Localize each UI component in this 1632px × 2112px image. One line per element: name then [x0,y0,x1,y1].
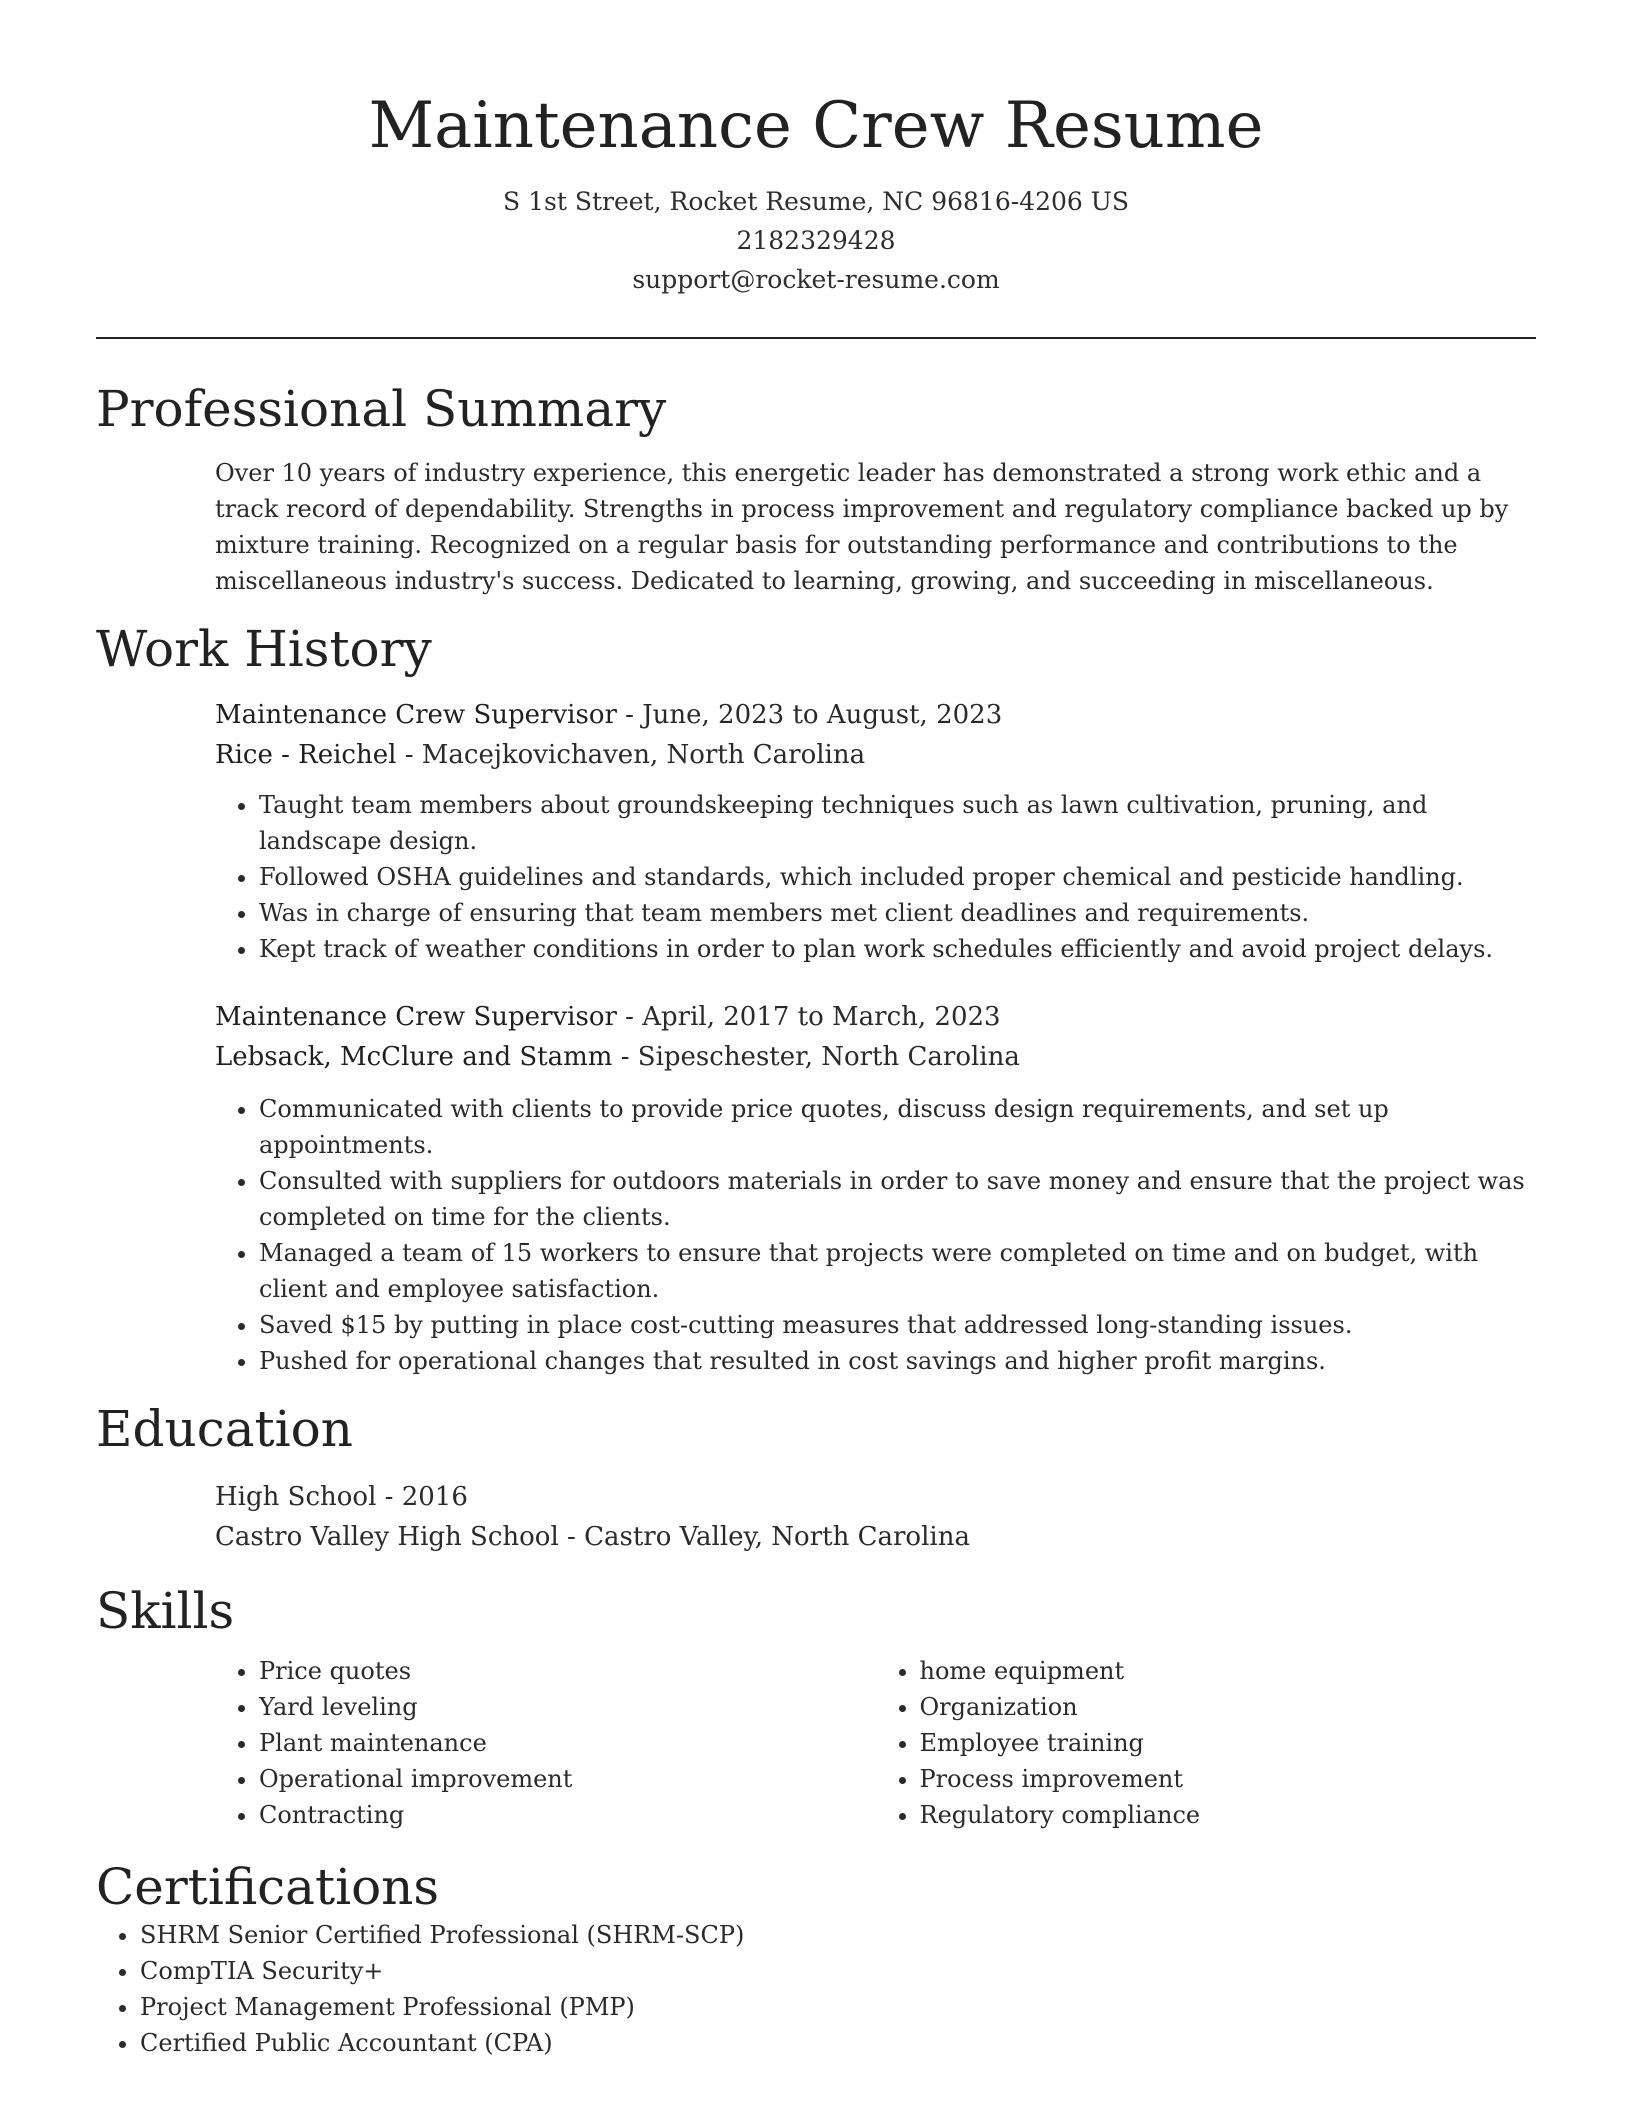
list-item: • Process improvement [920,1761,1537,1797]
resume-header [96,0,1536,299]
list-item: • Operational improvement [259,1761,876,1797]
list-item: • Employee training [920,1725,1537,1761]
list-item: • Pushed for operational changes that resulted in cost savings and higher profit margins. [259,1343,1543,1379]
certifications-list [96,1917,1536,2061]
skills-columns [215,1653,1536,1833]
resume-title: Maintenance Crew Resume [368,89,1264,163]
skills-list-left [215,1653,876,1833]
skills-list-right [876,1653,1537,1833]
work-history-section [96,619,1536,1379]
resume-page [96,0,1536,2061]
list-item: • Was in charge of ensuring that team members met client deadlines and requirements. [259,895,1537,931]
list-item: • Certified Public Accountant (CPA) [140,2025,1536,2061]
list-item: • Managed a team of 15 workers to ensure that projects were completed on time and on budget, with client and employee satisfaction. [259,1235,1543,1307]
section-title-skills: Skills [96,1582,235,1640]
education-section [96,1399,1536,1557]
section-title-certifications: Certifications [96,1858,440,1916]
section-title-work: Work History [96,620,432,678]
job-dates: - June, 2023 to August, 2023 [616,700,1003,730]
job-entry [215,997,1536,1379]
list-item: • Taught team members about groundskeeping techniques such as lawn cultivation, pruning, and landscape design. [259,787,1537,859]
job-company: Lebsack, McClure and Stamm [215,1042,613,1072]
list-item: • Kept track of weather conditions in order to plan work schedules efficiently and avoid project delays. [259,931,1537,967]
job-duties-list [215,787,1537,967]
list-item: • Communicated with clients to provide price quotes, discuss design requirements, and set up appointments. [259,1091,1543,1163]
section-title-education: Education [96,1400,353,1458]
list-item: • Organization [920,1689,1537,1725]
professional-summary-section [96,379,1536,599]
job-location: - Macejkovichaven, North Carolina [396,740,866,770]
job-title-line [215,695,1536,735]
skills-section [96,1581,1536,1833]
job-entry [215,695,1536,967]
job-position: Maintenance Crew Supervisor [215,1002,617,1032]
list-item: • CompTIA Security+ [140,1953,1536,1989]
job-position: Maintenance Crew Supervisor [215,700,617,730]
list-item: • Project Management Professional (PMP) [140,1989,1536,2025]
job-company: Rice - Reichel [215,740,397,770]
school-location: - Castro Valley, North Carolina [558,1522,970,1552]
address: S 1st Street, Rocket Resume, NC 96816-4206 US [503,187,1129,216]
list-item: • Price quotes [259,1653,876,1689]
certifications-section [96,1857,1536,2061]
email: support@rocket-resume.com [632,265,1000,294]
job-location: - Sipeschester, North Carolina [612,1042,1020,1072]
job-dates: - April, 2017 to March, 2023 [616,1002,1001,1032]
school-name: Castro Valley High School [215,1522,559,1552]
list-item: • Followed OSHA guidelines and standards, which included proper chemical and pesticide handling. [259,859,1537,895]
degree: High School [215,1482,377,1512]
education-entry [215,1477,1536,1557]
degree-line [215,1477,1536,1517]
job-company-line [215,735,1536,775]
list-item: • Saved $15 by putting in place cost-cutting measures that addressed long-standing issues. [259,1307,1543,1343]
summary-text: Over 10 years of industry experience, this energetic leader has demonstrated a strong work ethic and a track record of dependability. Strengths in process improvement and regulatory compliance backed up by mixture training. Recognized on a regular basis for outstanding performance and contributions to the miscellaneous industry's success. Dedicated to learning, growing, and succeeding in miscellaneous. [215,459,1509,595]
section-title-summary: Professional Summary [96,380,667,438]
job-duties-list [215,1091,1543,1379]
graduation-year: - 2016 [376,1482,468,1512]
list-item: • Contracting [259,1797,876,1833]
list-item: • SHRM Senior Certified Professional (SHRM-SCP) [140,1917,1536,1953]
list-item: • Plant maintenance [259,1725,876,1761]
job-title-line [215,997,1536,1037]
list-item: • Regulatory compliance [920,1797,1537,1833]
list-item: • Yard leveling [259,1689,876,1725]
phone: 2182329428 [736,226,896,255]
contact-info [96,182,1536,299]
school-line [215,1517,1536,1557]
list-item: • Consulted with suppliers for outdoors materials in order to save money and ensure that the project was completed on time for the clients. [259,1163,1543,1235]
list-item: • home equipment [920,1653,1537,1689]
job-company-line [215,1037,1536,1077]
header-divider [96,337,1536,339]
